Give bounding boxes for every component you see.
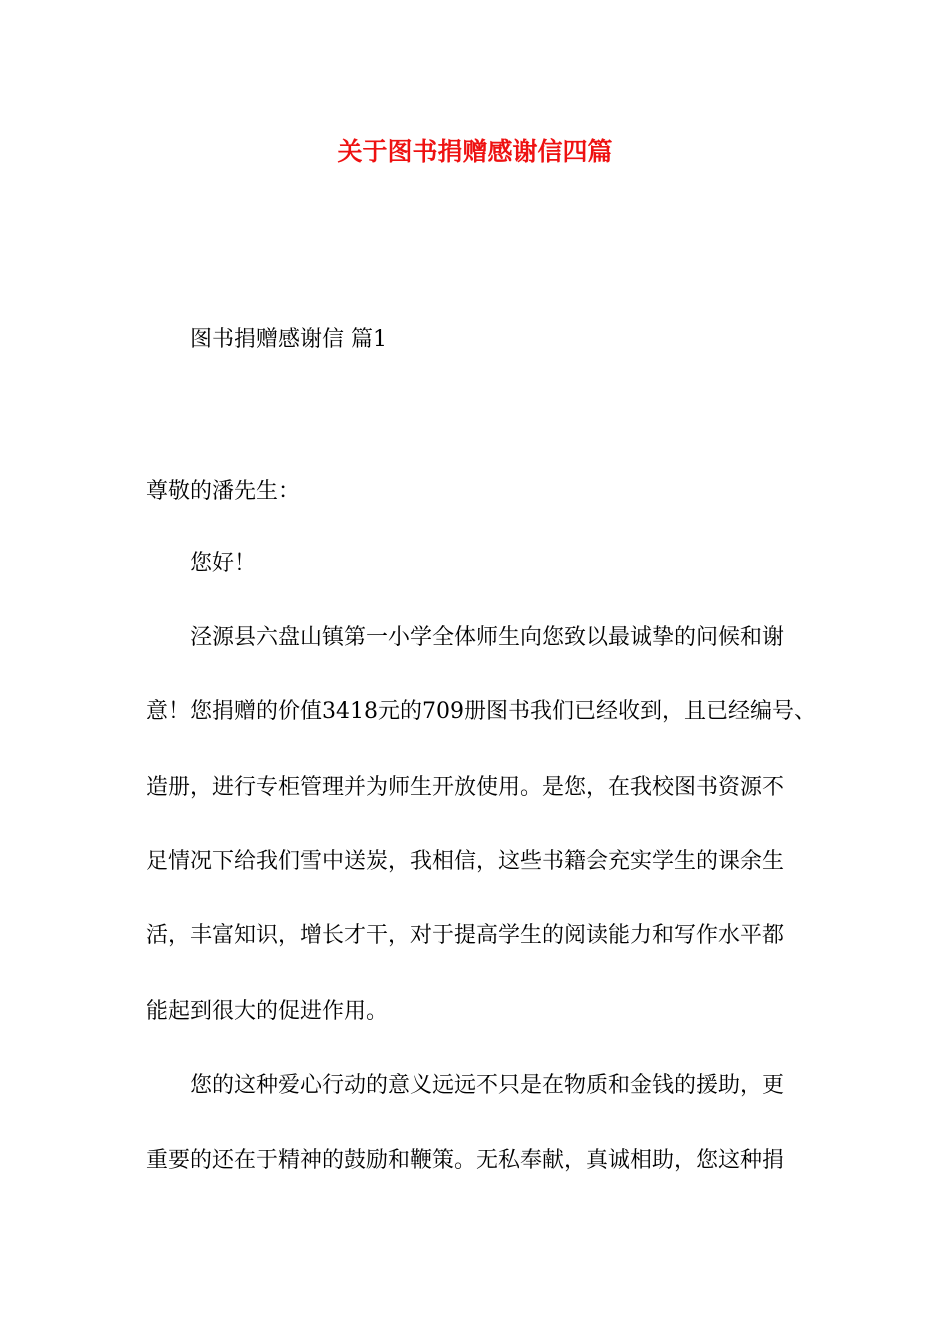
paragraph1-line: 泾源县六盘山镇第一小学全体师生向您致以最诚挚的问候和谢 [190, 625, 785, 650]
greeting: 您好！ [190, 551, 257, 576]
document-title: 关于图书捐赠感谢信四篇 [337, 137, 613, 166]
paragraph2-line: 重要的还在于精神的鼓励和鞭策。无私奉献，真诚相助，您这种捐 [146, 1148, 785, 1173]
paragraph1-line: 活，丰富知识，增长才干，对于提高学生的阅读能力和写作水平都 [146, 923, 785, 948]
section-heading: 图书捐赠感谢信 篇1 [190, 327, 387, 352]
paragraph1-line: 意！您捐赠的价值3418元的709册图书我们已经收到，且已经编号、 [146, 699, 816, 724]
paragraph1-line: 造册，进行专柜管理并为师生开放使用。是您，在我校图书资源不 [146, 775, 785, 800]
paragraph2-line: 您的这种爱心行动的意义远远不只是在物质和金钱的援助，更 [190, 1073, 785, 1098]
salutation: 尊敬的潘先生： [146, 479, 301, 504]
paragraph1-line: 足情况下给我们雪中送炭，我相信，这些书籍会充实学生的课余生 [146, 849, 785, 874]
paragraph1-line: 能起到很大的促进作用。 [146, 999, 389, 1024]
